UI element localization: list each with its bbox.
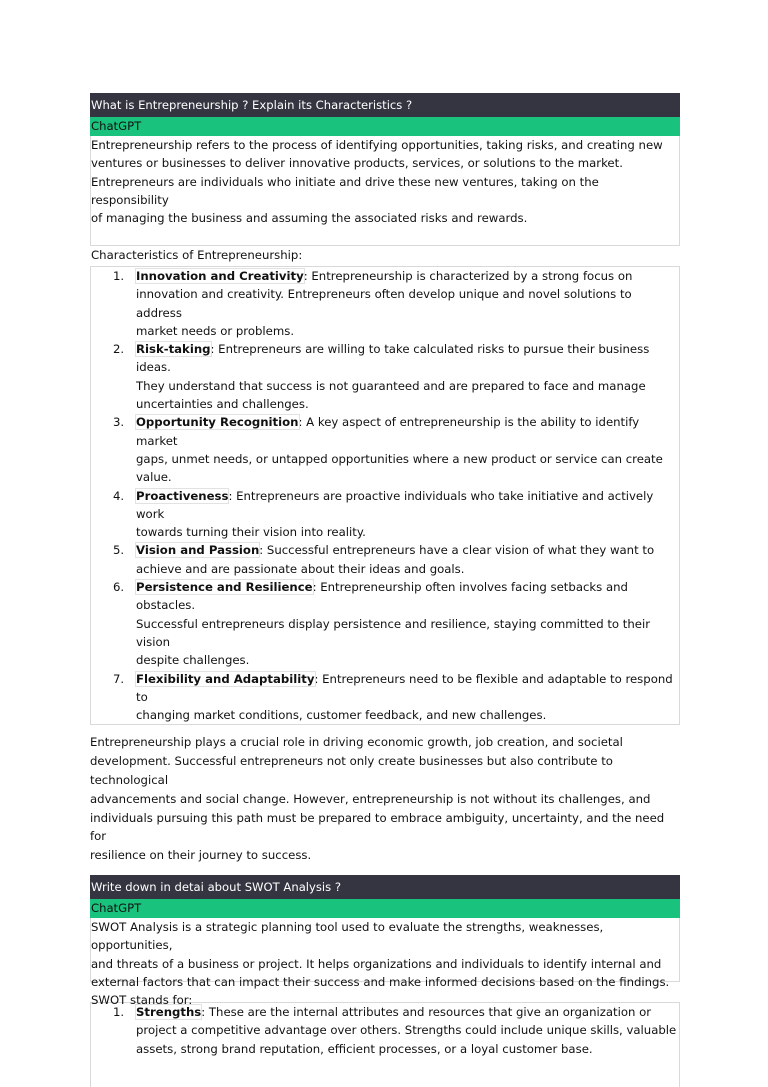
list-item [91, 487, 679, 542]
list-item-text: : Entrepreneurship often involves facing setbacks and obstacles. [136, 580, 628, 613]
speaker-1-label: ChatGPT [91, 119, 142, 133]
list-item-text: market needs or problems. [136, 323, 295, 338]
list-item [91, 340, 679, 413]
list-item-number: 1. [113, 269, 125, 283]
intro-line: ventures or businesses to deliver innovative products, services, or solutions to the market. [91, 156, 623, 171]
list-item-term: Proactiveness [136, 488, 229, 503]
list-item [91, 670, 679, 725]
question-1-text: What is Entrepreneurship ? Explain its Characteristics ? [91, 98, 413, 112]
list-item-text: : Entrepreneurship is characterized by a strong focus on [303, 269, 633, 283]
list-item-text: towards turning their vision into reality. [136, 525, 366, 540]
list-item-text: : A key aspect of entrepreneurship is the ability to identify market [136, 415, 640, 448]
closing-line: advancements and social change. However, entrepreneurship is not without its challenges, and [90, 791, 651, 806]
speaker-2-bar [90, 899, 680, 918]
closing-line: individuals pursuing this path must be prepared to embrace ambiguity, uncertainty, and the need for [90, 810, 665, 844]
intro-line: Entrepreneurs are individuals who initiate and drive these new ventures, taking on the responsibility [91, 174, 599, 207]
list-item [91, 541, 679, 578]
speaker-2-label: ChatGPT [91, 901, 142, 915]
list-item-term: Innovation and Creativity [136, 269, 304, 283]
list-item-text: They understand that success is not guaranteed and are prepared to face and manage [136, 378, 646, 393]
list-item-text: innovation and creativity. Entrepreneurs often develop unique and novel solutions to address [136, 287, 632, 320]
list-item-text: Successful entrepreneurs display persistence and resilience, staying committed to their vision [136, 616, 651, 649]
list-item-number: 3. [113, 415, 125, 430]
closing-line: development. Successful entrepreneurs not only create businesses but also contribute to technological [90, 754, 613, 788]
list-item [91, 413, 679, 486]
list-item-text: achieve and are passionate about their ideas and goals. [136, 561, 465, 576]
characteristics-heading: Characteristics of Entrepreneurship: [91, 247, 303, 262]
list-item-number: 7. [113, 671, 125, 686]
list-item-term: Persistence and Resilience [136, 580, 313, 595]
answer-2-intro [90, 918, 680, 1008]
list-item-text: : Entrepreneurs need to be flexible and adaptable to respond to [136, 671, 673, 704]
question-2-text: Write down in detai about SWOT Analysis ? [91, 880, 342, 894]
list-item [91, 578, 679, 669]
list-item-term: Strengths [136, 1005, 202, 1019]
document-page [90, 93, 680, 1087]
intro-line: and threats of a business or project. It helps organizations and individuals to identify internal and [91, 956, 662, 971]
list-item-term: Flexibility and Adaptability [136, 671, 315, 686]
intro-line: SWOT Analysis is a strategic planning tool used to evaluate the strengths, weaknesses, opportunities, [91, 920, 604, 953]
list-item-number: 5. [113, 543, 125, 558]
list-item-text: gaps, unmet needs, or untapped opportunities where a new product or service can create [136, 451, 663, 466]
list-item-text: changing market conditions, customer feedback, and new challenges. [136, 708, 547, 723]
intro-line: external factors that can impact their success and make informed decisions based on the findings. [91, 974, 670, 989]
intro-line: Entrepreneurship refers to the process of identifying opportunities, taking risks, and creating new [91, 138, 663, 152]
intro-line: SWOT stands for: [91, 993, 193, 1008]
closing-paragraph [90, 733, 680, 865]
list-item-text: project a competitive advantage over others. Strengths could include unique skills, valuable [136, 1023, 677, 1038]
list-item-text: despite challenges. [136, 653, 250, 668]
list-item-number: 2. [113, 342, 125, 357]
closing-line: resilience on their journey to success. [90, 848, 312, 863]
list-item-text: assets, strong brand reputation, efficient processes, or a loyal customer base. [136, 1041, 593, 1056]
list-item-text: value. [136, 470, 172, 485]
list-item-term: Vision and Passion [136, 543, 260, 558]
answer-1-intro [90, 136, 680, 262]
list-item-term: Opportunity Recognition [136, 415, 299, 430]
list-item-number: 6. [113, 580, 125, 595]
question-2-bar [90, 875, 680, 899]
list-item-text: uncertainties and challenges. [136, 397, 309, 412]
list-item-term: Risk-taking [136, 342, 211, 357]
list-item-text: : Entrepreneurs are willing to take calculated risks to pursue their business ideas. [136, 342, 650, 375]
closing-line: Entrepreneurship plays a crucial role in driving economic growth, job creation, and societal [90, 735, 623, 750]
list-item-text: : These are the internal attributes and resources that give an organization or [201, 1005, 652, 1019]
swot-list [90, 1002, 680, 1087]
list-item [91, 1003, 679, 1058]
list-item-text: : Successful entrepreneurs have a clear vision of what they want to [259, 543, 655, 558]
characteristics-list [90, 266, 680, 725]
list-item-number: 1. [113, 1005, 125, 1019]
intro-line: of managing the business and assuming the associated risks and rewards. [91, 211, 528, 226]
speaker-1-bar [90, 117, 680, 136]
list-item-number: 4. [113, 488, 125, 503]
list-item-text: : Entrepreneurs are proactive individuals who take initiative and actively work [136, 488, 654, 521]
question-1-bar [90, 93, 680, 117]
list-item [91, 267, 679, 340]
